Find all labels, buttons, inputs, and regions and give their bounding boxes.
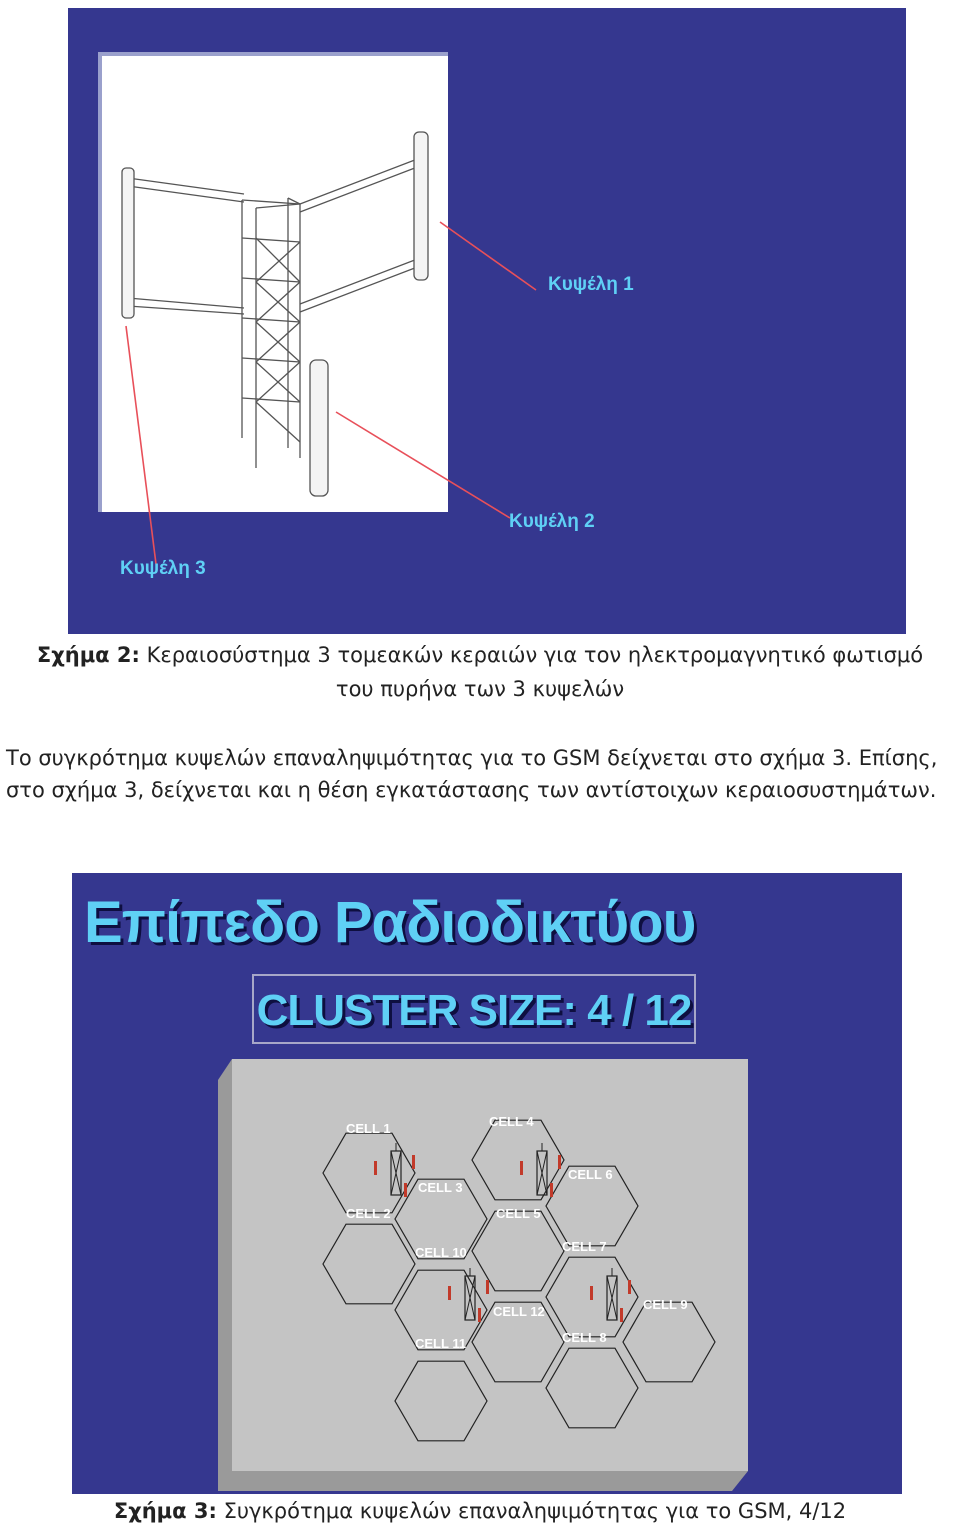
- figure-2-caption-line-1: Κεραιοσύστημα 3 τομεακών κεραιών για τον ηλεκτρομαγνητικό φωτισμό: [139, 643, 924, 667]
- cell-label-7: CELL 7: [562, 1239, 607, 1254]
- cell-label-3: CELL 3: [418, 1180, 463, 1195]
- cell-label-1: CELL 1: [346, 1121, 391, 1136]
- figure-2-caption-line-2: του πυρήνα των 3 κυψελών: [335, 677, 625, 701]
- cell-label-12: CELL 12: [493, 1304, 545, 1319]
- body-paragraph: Το συγκρότημα κυψελών επαναληψιμότητας για το GSM δείχνεται στο σχήμα 3. Επίσης, στο σχήμα 3, δείχνεται και η θέση εγκατάστασης των αντίστοιχων κεραιοσυστημάτων.: [6, 746, 938, 802]
- antenna-tower-illustration: [68, 8, 906, 634]
- antenna-panel-cell-1: [414, 132, 428, 280]
- cell-label-11: CELL 11: [415, 1336, 467, 1351]
- slide-title: Επίπεδο Ραδιοδικτύου: [84, 890, 696, 955]
- figure-3-caption: [0, 1494, 960, 1528]
- cell-label-5: CELL 5: [496, 1206, 541, 1221]
- cell-label-8: CELL 8: [562, 1330, 607, 1345]
- figure-3-radio-network: [72, 873, 902, 1494]
- figure-2-antenna-system: [68, 8, 906, 634]
- cell-label-9: CELL 9: [643, 1297, 688, 1312]
- antenna-panel-cell-2: [310, 360, 328, 496]
- cell-label-4: CELL 4: [489, 1114, 534, 1129]
- cell-2-label: Κυψέλη 2: [509, 511, 595, 532]
- cell-label-2: CELL 2: [346, 1206, 391, 1221]
- cell-label-10: CELL 10: [415, 1245, 467, 1260]
- figure-3-caption-bold: Σχήμα 3:: [113, 1499, 217, 1523]
- antenna-panel-cell-3: [122, 168, 134, 318]
- cell-label-6: CELL 6: [568, 1167, 613, 1182]
- figure-3-caption-rest: Συγκρότημα κυψελών επαναληψιμότητας για το GSM, 4/12: [216, 1499, 847, 1523]
- figure-2-caption: [0, 638, 960, 706]
- cluster-diagram: [72, 873, 902, 1494]
- cluster-size-text: CLUSTER SIZE: 4 / 12: [256, 986, 692, 1035]
- figure-2-caption-bold: Σχήμα 2:: [36, 643, 140, 667]
- cell-3-label: Κυψέλη 3: [120, 558, 206, 579]
- cell-1-label: Κυψέλη 1: [548, 274, 634, 295]
